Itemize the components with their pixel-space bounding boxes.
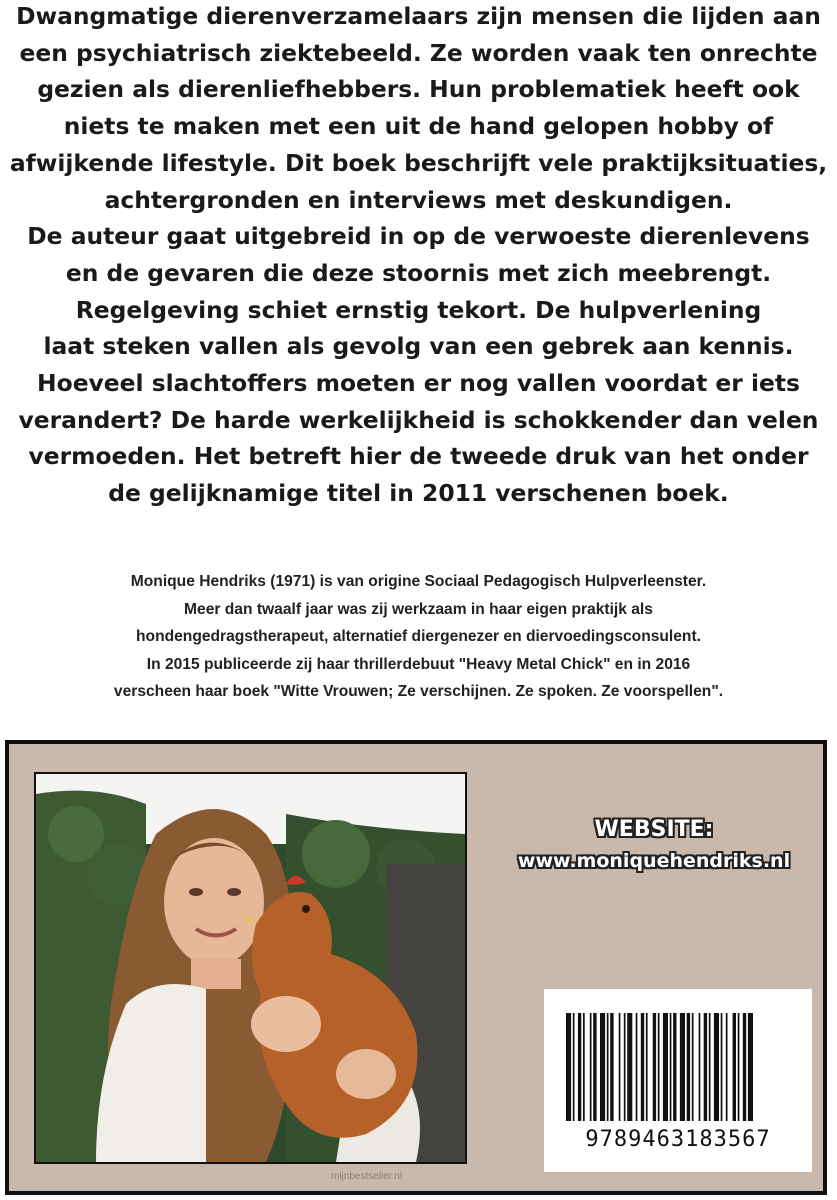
- blurb-line: vermoeden. Het betreft hier de tweede druk van het onder: [28, 442, 809, 471]
- barcode-bar: [583, 1013, 585, 1121]
- barcode-bar: [680, 1013, 685, 1121]
- barcode-bar: [663, 1013, 668, 1121]
- barcode-bar: [641, 1013, 644, 1121]
- blurb-line: verandert? De harde werkelijkheid is schokkender dan velen: [18, 405, 819, 434]
- barcode-bar: [593, 1013, 596, 1121]
- barcode-bars-icon: [566, 1013, 790, 1121]
- blurb-line: en de gevaren die deze stoornis met zich meebrengt.: [65, 258, 772, 287]
- barcode-bar: [687, 1013, 690, 1121]
- barcode-bar: [714, 1013, 719, 1121]
- author-with-chicken-image: [36, 774, 465, 1162]
- author-panel: [5, 740, 827, 1195]
- bio-line: Meer dan twaalf jaar was zij werkzaam in haar eigen praktijk als: [184, 600, 653, 618]
- barcode-bar: [619, 1013, 621, 1121]
- barcode-bar: [743, 1013, 746, 1121]
- barcode-bar: [607, 1013, 609, 1121]
- isbn-number: 9789463183567: [585, 1127, 771, 1152]
- barcode: [544, 989, 812, 1172]
- barcode-bar: [636, 1013, 638, 1121]
- blurb-line: Dwangmatige dierenverzamelaars zijn mensen die lijden aan: [16, 2, 821, 30]
- bio-line: Monique Hendriks (1971) is van origine Sociaal Pedagogisch Hulpverleenster.: [130, 573, 707, 590]
- publisher-watermark: mijnbestseller.nl: [331, 1171, 403, 1182]
- barcode-bar: [590, 1013, 592, 1121]
- bio-line: verscheen haar boek "Witte Vrouwen; Ze verschijnen. Ze spoken. Ze voorspellen".: [113, 683, 724, 701]
- website-label: WEBSITE:: [594, 817, 714, 842]
- barcode-bar: [610, 1013, 613, 1121]
- blurb-line: achtergronden en interviews met deskundigen.: [104, 185, 733, 214]
- blurb-line: afwijkende lifestyle. Dit boek beschrijft vele praktijksituaties,: [9, 148, 828, 177]
- barcode-bar: [738, 1013, 740, 1121]
- barcode-bar: [692, 1013, 694, 1121]
- barcode-bar: [600, 1013, 605, 1121]
- barcode-bar: [624, 1013, 626, 1121]
- blurb-line: de gelijknamige titel in 2011 verschenen boek.: [108, 479, 729, 508]
- barcode-bar: [653, 1013, 656, 1121]
- barcode-bar: [704, 1013, 707, 1121]
- back-cover-blurb: [0, 0, 837, 512]
- blurb-line: De auteur gaat uitgebreid in op de verwoeste dierenlevens: [27, 222, 810, 251]
- website-block: [489, 814, 819, 876]
- barcode-bar: [673, 1013, 676, 1121]
- barcode-bar: [709, 1013, 711, 1121]
- barcode-bar: [658, 1013, 660, 1121]
- blurb-line: een psychiatrisch ziektebeeld. Ze worden vaak ten onrechte: [19, 38, 818, 67]
- barcode-bar: [726, 1013, 728, 1121]
- blurb-line: niets te maken met een uit de hand gelopen hobby of: [63, 112, 774, 141]
- blurb-line: laat steken vallen als gevolg van een gebrek aan kennis.: [43, 332, 794, 361]
- blurb-line: Regelgeving schiet ernstig tekort. De hulpverlening: [75, 295, 762, 324]
- bio-line: hondengedragstherapeut, alternatief diergenezer en diervoedingsconsulent.: [136, 628, 701, 646]
- barcode-bar: [748, 1013, 753, 1121]
- barcode-bar: [573, 1013, 575, 1121]
- author-bio: [0, 568, 837, 706]
- blurb-line: Hoeveel slachtoffers moeten er nog vallen voordat er iets: [37, 369, 800, 398]
- barcode-bar: [699, 1013, 701, 1121]
- author-photo: [34, 772, 467, 1164]
- barcode-bar: [578, 1013, 581, 1121]
- website-url[interactable]: www.moniquehendriks.nl: [517, 850, 791, 872]
- barcode-bar: [646, 1013, 648, 1121]
- barcode-bar: [670, 1013, 672, 1121]
- barcode-bar: [733, 1013, 736, 1121]
- barcode-bar: [566, 1013, 571, 1121]
- barcode-bar: [627, 1013, 632, 1121]
- barcode-bar: [721, 1013, 723, 1121]
- blurb-line: gezien als dierenliefhebbers. Hun problematiek heeft ook: [37, 75, 800, 104]
- bio-line: In 2015 publiceerde zij haar thrillerdebuut "Heavy Metal Chick" en in 2016: [146, 655, 691, 673]
